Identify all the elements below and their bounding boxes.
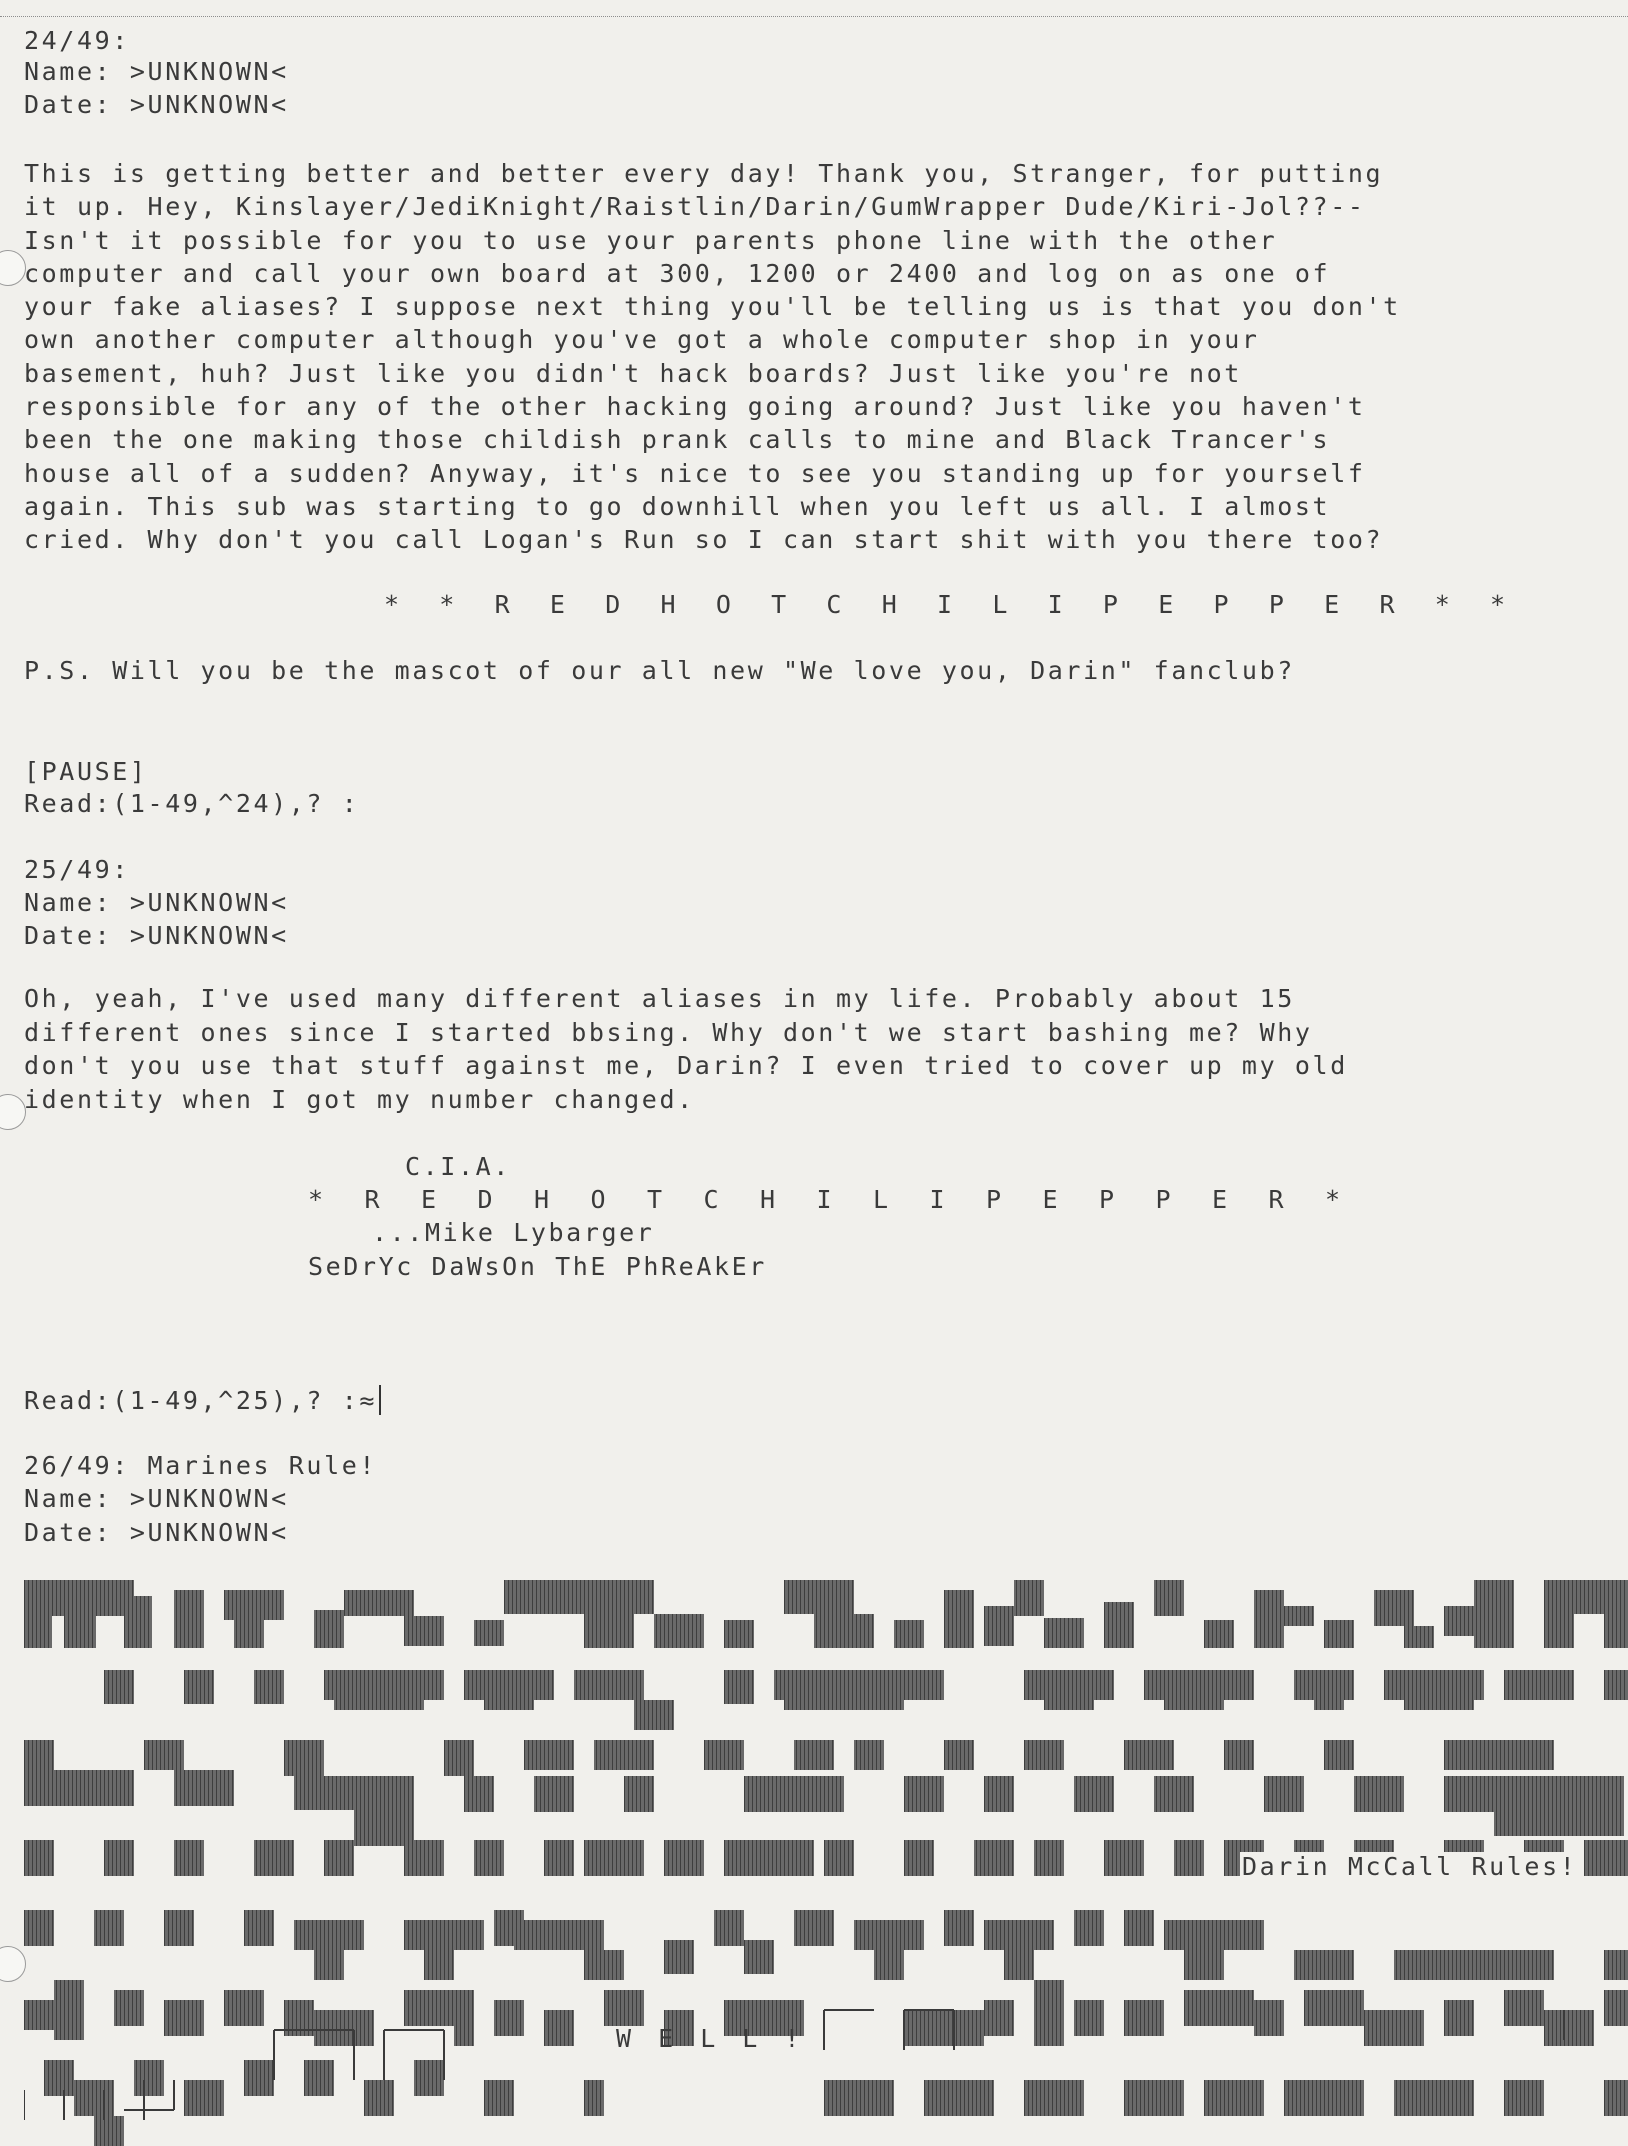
graphic-block — [304, 2060, 334, 2096]
graphic-block — [1474, 1580, 1514, 1648]
graphic-block — [1324, 1740, 1354, 1770]
graphic-block — [1144, 1670, 1254, 1700]
graphic-block — [984, 1920, 1054, 1950]
graphic-block — [474, 1840, 504, 1876]
graphic-block — [1124, 1740, 1174, 1770]
graphic-block — [174, 1770, 234, 1806]
graphic-block — [484, 2080, 514, 2116]
graphic-block — [224, 1590, 284, 1620]
graphic-block — [1164, 1700, 1224, 1710]
graphic-block — [254, 1840, 294, 1876]
message-date: Date: >UNKNOWN< — [24, 921, 289, 950]
graphic-block — [24, 1770, 134, 1806]
graphic-block — [1604, 1990, 1628, 2026]
graphic-block — [1444, 2000, 1474, 2036]
graphic-block — [1104, 1602, 1134, 1648]
graphic-block — [54, 1980, 84, 2040]
graphic-block — [1074, 1910, 1104, 1946]
message-body-line: basement, huh? Just like you didn't hack boards? Just like you're not — [24, 359, 1242, 388]
graphic-block — [454, 2020, 474, 2046]
graphic-block — [794, 1910, 834, 1946]
message-body-line: been the one making those childish prank calls to mine and Black Trancer's — [24, 425, 1331, 454]
graphic-block — [1154, 1776, 1194, 1812]
graphic-block — [1104, 1840, 1144, 1876]
graphic-block — [1404, 1700, 1474, 1710]
page-top-perforation — [0, 16, 1628, 17]
message-name: Name: >UNKNOWN< — [24, 1484, 289, 1513]
graphic-block — [74, 2080, 114, 2116]
signature-line: ...Mike Lybarger — [372, 1218, 655, 1247]
graphic-block — [1294, 1950, 1354, 1980]
read-prompt: Read:(1-49,^24),? : — [24, 789, 360, 818]
message-body-line: cried. Why don't you call Logan's Run so I can start shit with you there too? — [24, 525, 1384, 554]
graphic-block — [474, 1620, 504, 1646]
graphic-block — [24, 1740, 54, 1770]
graphic-block — [824, 2080, 894, 2116]
graphic-block — [244, 2060, 274, 2096]
graphic-block — [784, 1580, 854, 1614]
graphic-block — [24, 1910, 54, 1946]
graphic-block — [464, 1776, 494, 1812]
graphic-block — [1014, 1580, 1044, 1616]
graphic-block — [104, 1840, 134, 1876]
graphic-block — [1154, 1580, 1184, 1616]
graphic-block — [854, 1740, 884, 1770]
graphic-block — [464, 1670, 554, 1700]
graphic-block — [1124, 2080, 1184, 2116]
graphic-block — [314, 1950, 344, 1980]
graphic-block — [1024, 1670, 1114, 1700]
graphic-block — [1314, 1700, 1344, 1710]
graphic-block — [1404, 1626, 1434, 1648]
graphic-block — [1024, 1740, 1064, 1770]
graphic-block — [594, 1740, 654, 1770]
graphic-block — [1504, 2080, 1544, 2116]
graphic-block — [404, 1840, 444, 1876]
graphic-block — [544, 1840, 574, 1876]
graphic-block — [114, 1990, 144, 2026]
graphic-block — [1604, 1950, 1628, 1980]
graphic-block — [504, 1580, 654, 1614]
graphic-block — [1124, 2000, 1164, 2036]
graphic-block — [334, 1700, 424, 1710]
graphic-block — [664, 1840, 704, 1876]
message-header: 26/49: Marines Rule! — [24, 1451, 378, 1480]
message-body-line: house all of a sudden? Anyway, it's nice to see you standing up for yourself — [24, 459, 1366, 488]
postscript: P.S. Will you be the mascot of our all new "We love you, Darin" fanclub? — [24, 656, 1295, 685]
message-name: Name: >UNKNOWN< — [24, 888, 289, 917]
graphic-block — [124, 1596, 152, 1648]
graphic-block — [1044, 1618, 1084, 1648]
graphic-block — [544, 2010, 574, 2046]
graphic-block — [1254, 2000, 1284, 2036]
graphic-block — [1324, 1620, 1354, 1648]
graphic-block — [924, 2080, 994, 2116]
graphic-block — [1394, 2080, 1474, 2116]
graphic-block — [174, 1590, 204, 1648]
graphic-block — [1474, 1950, 1554, 1980]
graphic-block — [984, 1606, 1014, 1646]
message-body-line: responsible for any of the other hacking going around? Just like you haven't — [24, 392, 1366, 421]
graphic-block — [224, 1990, 264, 2026]
graphic-block — [1034, 1980, 1064, 2046]
graphic-block — [534, 1776, 574, 1812]
graphic-block — [1604, 1614, 1628, 1648]
graphic-block — [784, 1700, 904, 1710]
graphic-block — [944, 1740, 974, 1770]
graphic-block — [294, 1776, 414, 1810]
graphic-block — [1584, 1840, 1628, 1876]
graphic-block — [654, 1614, 704, 1648]
graphic-block — [494, 2000, 524, 2036]
graphic-block — [414, 2060, 444, 2096]
graphic-block — [1604, 2080, 1628, 2116]
graphic-block — [794, 1740, 834, 1770]
punch-hole — [0, 1094, 26, 1130]
graphic-block — [404, 1616, 444, 1646]
graphic-block — [784, 1840, 814, 1876]
graphic-block — [424, 1950, 454, 1980]
graphic-block — [904, 2010, 984, 2046]
graphic-block — [1074, 1776, 1114, 1812]
graphic-block — [364, 2080, 394, 2116]
graphic-block — [574, 1670, 644, 1700]
graphic-block — [484, 1700, 534, 1710]
graphic-block — [1544, 1614, 1574, 1648]
graphic-block — [1164, 1920, 1264, 1950]
graphic-block — [1024, 2080, 1084, 2116]
graphic-block — [174, 1840, 204, 1876]
graphic-block — [1004, 1950, 1034, 1980]
message-body-line: This is getting better and better every day! Thank you, Stranger, for putting — [24, 159, 1384, 188]
graphic-block — [904, 1776, 944, 1812]
graphic-block — [1544, 1580, 1628, 1614]
graphic-block — [1364, 2010, 1424, 2046]
graphic-block — [944, 1590, 974, 1648]
read-prompt — [24, 1384, 381, 1417]
graphic-block — [44, 2060, 74, 2096]
message-body-line: it up. Hey, Kinslayer/JediKnight/Raistlin/Darin/GumWrapper Dude/Kiri-Jol??-- — [24, 192, 1366, 221]
message-name: Name: >UNKNOWN< — [24, 57, 289, 86]
graphic-block — [1354, 1776, 1404, 1812]
message-body-line: identity when I got my number changed. — [24, 1085, 695, 1114]
graphic-block — [874, 1950, 904, 1980]
graphic-block — [584, 1950, 624, 1980]
graphic-block — [1034, 1840, 1064, 1876]
graphic-block — [634, 1700, 674, 1730]
signature-line: * R E D H O T C H I L I P E P P E R * — [308, 1185, 1354, 1214]
graphic-block — [94, 2116, 124, 2146]
graphic-block — [164, 1910, 194, 1946]
graphic-block — [1504, 1990, 1544, 2026]
graphic-block — [24, 1840, 54, 1876]
graphic-block — [1494, 1810, 1624, 1836]
graphic-block — [444, 1740, 474, 1776]
graphic-block — [1294, 1670, 1354, 1700]
graphic-block — [774, 1670, 944, 1700]
graphic-block — [514, 1920, 604, 1950]
graphic-block — [144, 1740, 184, 1770]
signature: * * R E D H O T C H I L I P E P P E R * * — [384, 590, 1518, 619]
graphic-block — [1444, 1776, 1624, 1812]
graphic-block — [1204, 2080, 1264, 2116]
graphic-block — [904, 1840, 934, 1876]
graphic-block — [1374, 1590, 1414, 1626]
graphic-block — [824, 1840, 854, 1876]
graphic-block — [814, 1614, 874, 1648]
graphic-block — [1504, 1670, 1574, 1700]
graphic-block — [1074, 2000, 1104, 2036]
graphic-block — [1444, 1740, 1554, 1770]
graphic-block — [314, 1610, 344, 1648]
graphic-block — [584, 1840, 644, 1876]
graphic-block — [254, 1670, 284, 1704]
message-body-line: your fake aliases? I suppose next thing you'll be telling us is that you don't — [24, 292, 1401, 321]
graphic-block — [344, 1590, 414, 1616]
graphic-block — [1604, 1670, 1628, 1700]
graphic-block — [1184, 1950, 1224, 1980]
graphic-block — [1304, 1990, 1364, 2026]
graphic-block — [714, 1910, 744, 1946]
graphic-caption: W E L L ! — [616, 2024, 806, 2053]
graphic-block — [134, 2060, 164, 2096]
graphic-block — [1544, 2010, 1594, 2046]
punch-hole — [0, 1946, 26, 1982]
signature-line: SeDrYc DaWsOn ThE PhReAkEr — [308, 1252, 767, 1281]
text-cursor — [379, 1385, 381, 1415]
graphic-block — [724, 1670, 754, 1704]
signature-line: C.I.A. — [405, 1152, 511, 1181]
graphic-block — [604, 1990, 644, 2026]
graphic-block — [894, 1620, 924, 1648]
graphic-caption: Darin McCall Rules! — [1242, 1852, 1578, 1881]
graphic-block — [584, 2080, 604, 2116]
graphic-block — [164, 2000, 204, 2036]
graphic-block — [1444, 1606, 1474, 1636]
graphic-block — [1204, 1620, 1234, 1648]
graphic-block — [104, 1670, 134, 1704]
graphic-block — [984, 1776, 1014, 1812]
graphic-block — [974, 1840, 1014, 1876]
message-header: 25/49: — [24, 855, 130, 884]
message-body-line: Isn't it possible for you to use your parents phone line with the other — [24, 226, 1278, 255]
graphic-block — [984, 2000, 1014, 2036]
read-prompt-text: Read:(1-49,^25),? :≈ — [24, 1386, 378, 1415]
graphic-block — [404, 1920, 484, 1950]
graphic-block — [624, 1776, 654, 1812]
message-body-line: computer and call your own board at 300, 1200 or 2400 and log on as one of — [24, 259, 1331, 288]
message-date: Date: >UNKNOWN< — [24, 1518, 289, 1547]
graphic-block — [1394, 1950, 1474, 1980]
message-header: 24/49: — [24, 26, 130, 55]
graphic-block — [184, 2080, 224, 2116]
pause-marker: [PAUSE] — [24, 757, 148, 786]
graphic-block — [1184, 1990, 1254, 2026]
graphic-block — [24, 2000, 54, 2030]
graphic-block — [1384, 1670, 1484, 1700]
message-body-line: own another computer although you've got a whole computer shop in your — [24, 325, 1260, 354]
graphic-block — [724, 1620, 754, 1648]
punch-hole — [0, 250, 26, 286]
graphic-block — [324, 1840, 354, 1876]
graphic-block — [784, 1776, 844, 1812]
graphic-block — [744, 1940, 774, 1974]
graphic-block — [234, 1620, 264, 1648]
graphic-block — [1124, 1910, 1154, 1946]
graphic-block — [294, 1920, 364, 1950]
graphic-block — [1264, 1776, 1304, 1812]
message-body-line: different ones since I started bbsing. Why don't we start bashing me? Why — [24, 1018, 1313, 1047]
graphic-block — [944, 1910, 974, 1946]
graphic-block — [24, 1616, 52, 1648]
graphic-block — [284, 1740, 324, 1776]
graphic-block — [1044, 1700, 1094, 1710]
graphic-block — [1174, 1840, 1204, 1876]
message-body-line: again. This sub was starting to go downhill when you left us all. I almost — [24, 492, 1331, 521]
graphic-block — [1224, 1740, 1254, 1770]
graphic-block — [314, 2010, 374, 2046]
graphic-block — [664, 1940, 694, 1974]
graphic-block — [1284, 2080, 1364, 2116]
graphic-block — [744, 1776, 784, 1812]
graphic-block — [584, 1614, 634, 1648]
message-body-line: don't you use that stuff against me, Darin? I even tried to cover up my old — [24, 1051, 1348, 1080]
graphic-block — [704, 1740, 744, 1770]
message-date: Date: >UNKNOWN< — [24, 90, 289, 119]
graphic-block — [64, 1596, 96, 1648]
graphic-block — [184, 1670, 214, 1704]
graphic-block — [94, 1910, 124, 1946]
graphic-block — [1274, 1606, 1314, 1626]
graphic-block — [324, 1670, 444, 1700]
message-body-line: Oh, yeah, I've used many different aliases in my life. Probably about 15 — [24, 984, 1295, 1013]
graphic-block — [524, 1740, 574, 1770]
graphic-block — [854, 1920, 924, 1950]
graphic-block — [244, 1910, 274, 1946]
